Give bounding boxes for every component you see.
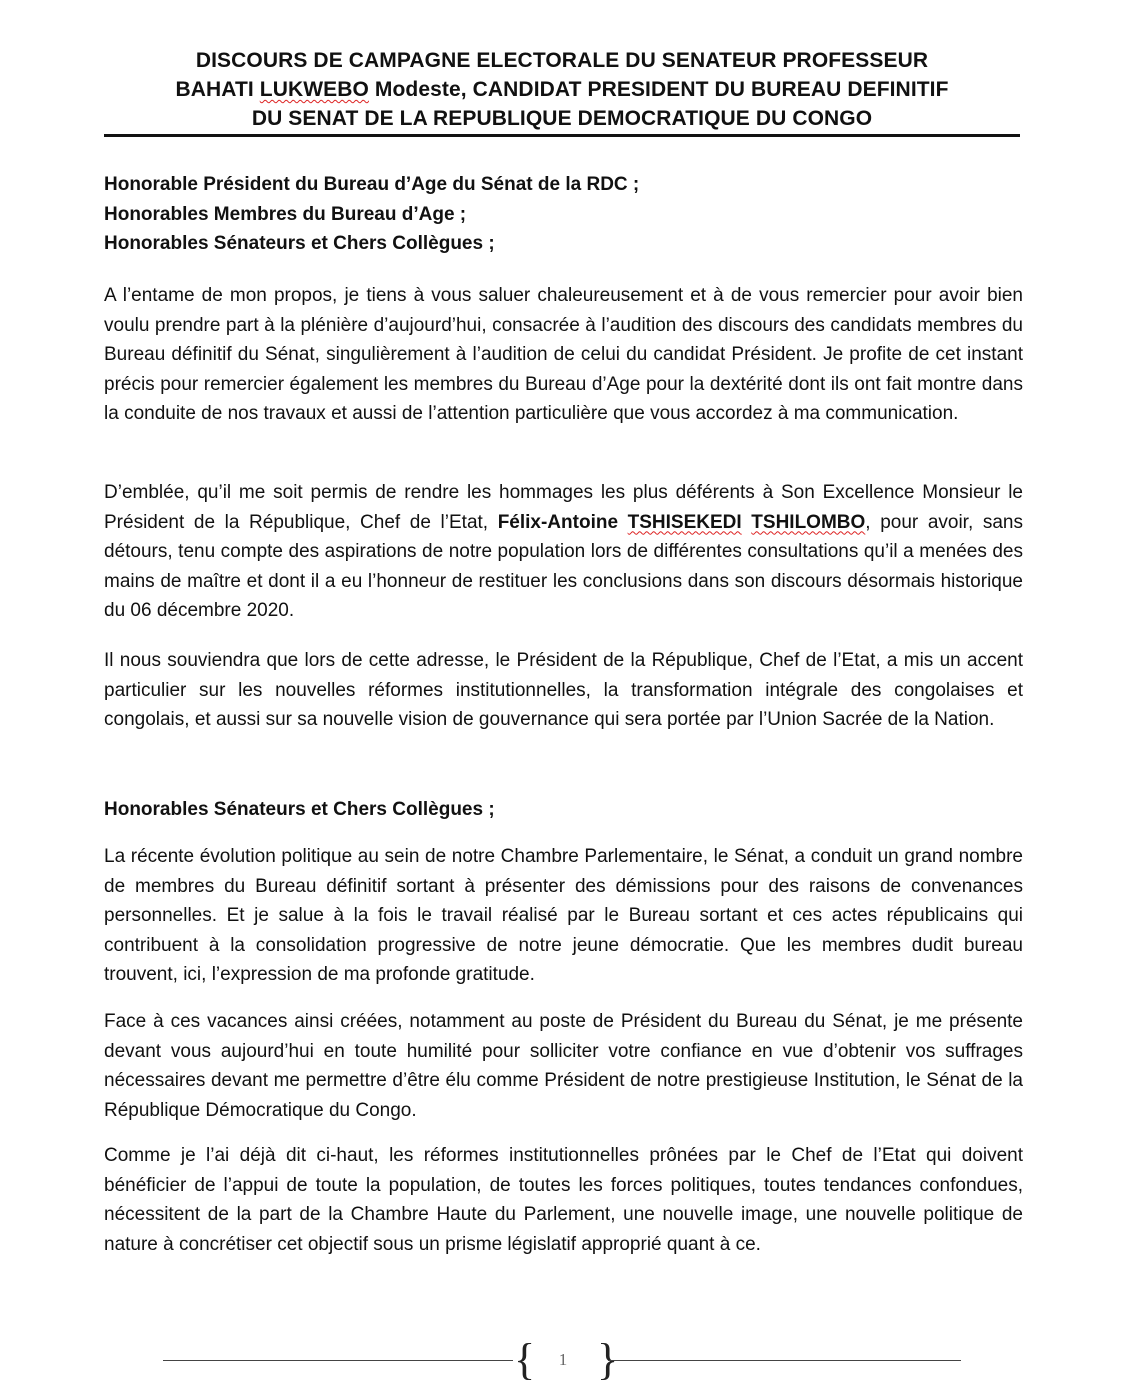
document-title [104,46,1020,133]
president-first-name: Félix-Antoine [497,511,628,533]
title-line-2-end: Modeste, CANDIDAT PRESIDENT DU BUREAU DEFINITIF [368,78,949,101]
salutation-line: Honorables Sénateurs et Chers Collègues ; [104,233,495,254]
title-line-2 [104,75,1020,104]
paragraph-3: Il nous souviendra que lors de cette adresse, le Président de la République, Chef de l’Etat, a mis un accent particulier sur les nouvelles réformes institutionnelles, la transformation intégrale des congolaises et congolais, et aussi sur sa nouvelle vision de gouvernance qui sera portée par l’Union Sacrée de la Nation. [104,650,1023,730]
footer-rule-left [163,1360,513,1361]
section-salutation: Honorables Sénateurs et Chers Collègues ; [104,799,495,820]
president-name-space [742,512,752,533]
title-line-2-start: BAHATI [175,78,260,101]
title-line-1: DISCOURS DE CAMPAGNE ELECTORALE DU SENATEUR PROFESSEUR [195,49,929,72]
salutation-line: Honorables Membres du Bureau d’Age ; [104,203,467,225]
president-surname-2: TSHILOMBO [751,511,866,533]
president-surname-1: TSHISEKEDI [627,511,742,533]
page-number: 1 [558,1350,568,1369]
title-name-lukwebo: LUKWEBO [259,78,369,101]
footer-left-brace-icon: { [514,1335,536,1384]
paragraph-4: La récente évolution politique au sein de notre Chambre Parlementaire, le Sénat, a conduit un grand nombre de membres du Bureau définitif sortant à présenter des démissions pour des raisons de convenances personnelles. Et je salue à la fois le travail réalisé par le Bureau sortant et ces actes républicains qui contribuent à la consolidation progressive de notre jeune démocratie. Que les membres dudit bureau trouvent, ici, l’expression de ma profonde gratitude. [104,846,1023,985]
salutations-block [104,170,1020,259]
paragraph-2 [104,478,1023,626]
salutation-line: Honorable Président du Bureau d’Age du Sénat de la RDC ; [104,174,640,195]
paragraph-6: Comme je l’ai déjà dit ci-haut, les réformes institutionnelles prônées par le Chef de l’Etat qui doivent bénéficier de l’appui de toute la population, de toutes les forces politiques, toutes tendances confondues, nécessitent de la part de la Chambre Haute du Parlement, une nouvelle image, une nouvelle politique de nature à concrétiser cet objectif sous un prisme législatif approprié quant à ce. [104,1145,1023,1255]
paragraph-2-end: , pour avoir, sans détours, tenu compte des aspirations de notre population lors de différentes consultations qu’il a menées des mains de maître et dont il a eu l’honneur de restituer les conclusions dans son discours désormais historique du 06 décembre 2020. [104,511,1023,621]
paragraph-2-start: D’emblée, qu’il me soit permis de rendre les hommages les plus déférents à Son Excellence Monsieur le Président de la République, Chef de l’Etat, [104,482,1023,533]
title-line-3: DU SENAT DE LA REPUBLIQUE DEMOCRATIQUE DU CONGO [251,107,873,130]
title-underline-rule [104,134,1020,137]
paragraph-5: Face à ces vacances ainsi créées, notamment au poste de Président du Bureau du Sénat, je me présente devant vous aujourd’hui en toute humilité pour solliciter votre confiance en vue d’obtenir vos suffrages nécessaires devant me permettre d’être élu comme Président de notre prestigieuse Institution, le Sénat de la République Démocratique du Congo. [104,1011,1023,1121]
footer-rule-right [608,1360,961,1361]
footer-right-brace-icon: } [597,1335,619,1384]
paragraph-1: A l’entame de mon propos, je tiens à vous saluer chaleureusement et à de vous remercier pour avoir bien voulu prendre part à la plénière d’aujourd’hui, consacrée à l’audition des discours des candidats membres du Bureau définitif du Sénat, singulièrement à l’audition de celui du candidat Président. Je profite de cet instant précis pour remercier également les membres du Bureau d’Age pour la dextérité dont ils ont fait montre dans la conduite de nos travaux et aussi de l’attention particulière que vous accordez à ma communication. [104,285,1023,424]
